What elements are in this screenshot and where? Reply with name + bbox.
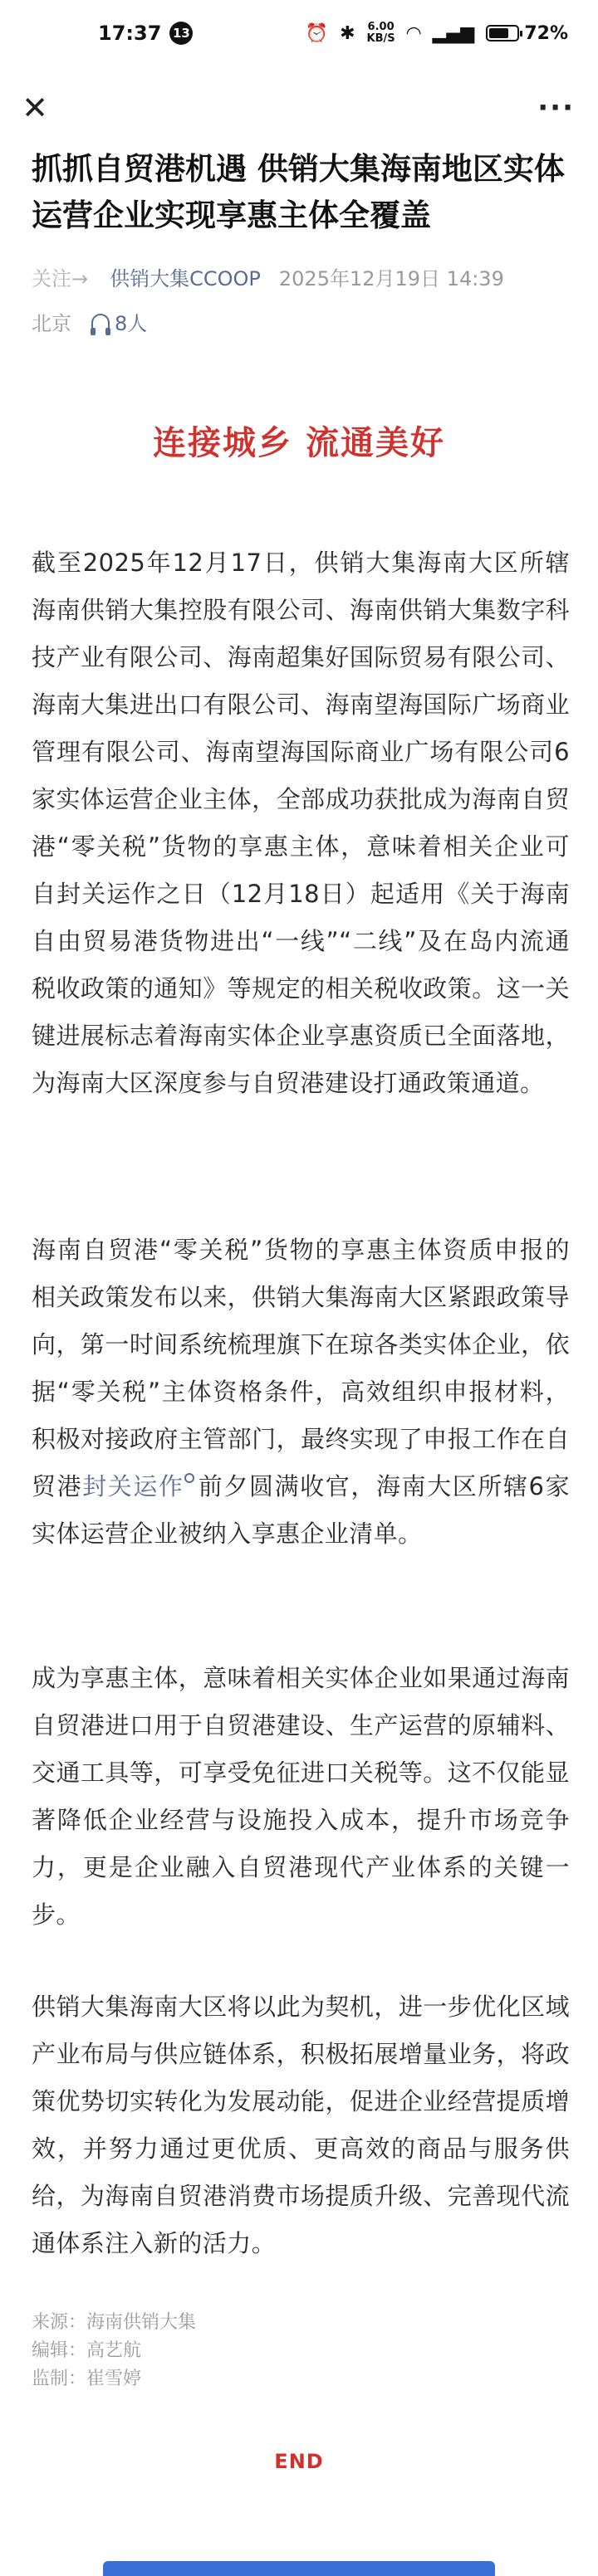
headphone-icon [91, 314, 110, 330]
article-credits [32, 2309, 196, 2393]
article-title: 抓抓自贸港机遇 供销大集海南地区实体运营企业实现享惠主体全覆盖 [32, 151, 565, 233]
article-paragraph-4: 供销大集海南大区将以此为契机，进一步优化区域产业布局与供应链体系，积极拓展增量业务，将政策优势切实转化为发展动能，促进企业经营提质增效，并努力通过更优质、更高效的商品与服务供给，为海南自贸港消费市场提质升级、完善现代流通体系注入新的活力。 [32, 1993, 570, 2257]
bluetooth-icon: ✱ [340, 22, 355, 44]
bottom-bar[interactable] [103, 2561, 495, 2576]
credit-supervisor: 监制：崔雪婷 [32, 2369, 142, 2389]
net-speed-unit: KB/S [366, 32, 395, 45]
alarm-icon: ⏰ [305, 22, 329, 44]
more-button[interactable] [537, 91, 575, 124]
battery [486, 23, 568, 44]
battery-percent: 72% [524, 22, 568, 44]
battery-icon [486, 25, 519, 41]
close-icon: ✕ [22, 90, 48, 126]
net-speed-value: 6.00 [367, 21, 395, 33]
signal-icon: ▂▄▆ [432, 22, 475, 44]
credit-source: 来源：海南供销大集 [32, 2312, 197, 2333]
credit-editor: 编辑：高艺航 [32, 2340, 142, 2361]
publish-date: 2025年12月19日 14:39 [278, 267, 504, 290]
slogan-banner: 连接城乡 流通美好 [153, 424, 445, 462]
status-time: 17:37 [98, 22, 162, 45]
status-bar [0, 0, 598, 66]
end-mark: END [274, 2450, 324, 2473]
listen-button[interactable] [91, 307, 147, 336]
paragraph-2-text-after: 前夕圆满收官，海南大区所辖6家实体运营企业被纳入享惠企业清单。 [32, 1472, 570, 1548]
search-icon[interactable] [184, 1473, 194, 1483]
article-paragraph-3: 成为享惠主体，意味着相关实体企业如果通过海南自贸港进口用于自贸港建设、生产运营的原辅料、交通工具等，可享受免征进口关税等。这不仅能显著降低企业经营与设施投入成本，提升市场竞争力，更是企业融入自贸港现代产业体系的关键一步。 [32, 1664, 570, 1929]
status-left [98, 22, 193, 45]
follow-button[interactable]: 关注→ [32, 267, 89, 290]
top-bar [0, 66, 598, 149]
more-icon: ··· [537, 91, 575, 124]
listener-count: 8人 [115, 312, 148, 335]
article-meta [32, 262, 580, 291]
paragraph-2-text-before: 海南自贸港“零关税”货物的享惠主体资质申报的相关政策发布以来，供销大集海南大区紧跟政策导向，第一时间系统梳理旗下在琼各类实体企业，依据“零关税”主体资格条件，高效组织申报材料，积极对接政府主管部门，最终实现了申报工作在自贸港 [32, 1236, 570, 1500]
article-paragraph-2 [32, 1227, 570, 1558]
keyword-link[interactable]: 封关运作 [82, 1472, 184, 1500]
close-button[interactable] [17, 90, 53, 126]
net-speed [367, 22, 395, 45]
notification-count-badge: 13 [169, 22, 193, 45]
publish-location: 北京 [32, 312, 71, 335]
author-link[interactable]: 供销大集CCOOP [110, 267, 261, 290]
battery-fill [489, 28, 508, 38]
status-right [306, 22, 568, 45]
article-meta-second [32, 307, 147, 336]
wifi-icon: ◠ [406, 22, 421, 44]
article-paragraph-1: 截至2025年12月17日，供销大集海南大区所辖海南供销大集控股有限公司、海南供销大集数字科技产业有限公司、海南超集好国际贸易有限公司、海南大集进出口有限公司、海南望海国际广场商业管理有限公司、海南望海国际商业广场有限公司6家实体运营企业主体，全部成功获批成为海南自贸港“零关税”货物的享惠主体，意味着相关企业可自封关运作之日（12月18日）起适用《关于海南自由贸易港货物进出“一线”“二线”及在岛内流通税收政策的通知》等规定的相关税收政策。这一关键进展标志着海南实体企业享惠资质已全面落地，为海南大区深度参与自贸港建设打通政策通道。 [32, 549, 570, 1097]
